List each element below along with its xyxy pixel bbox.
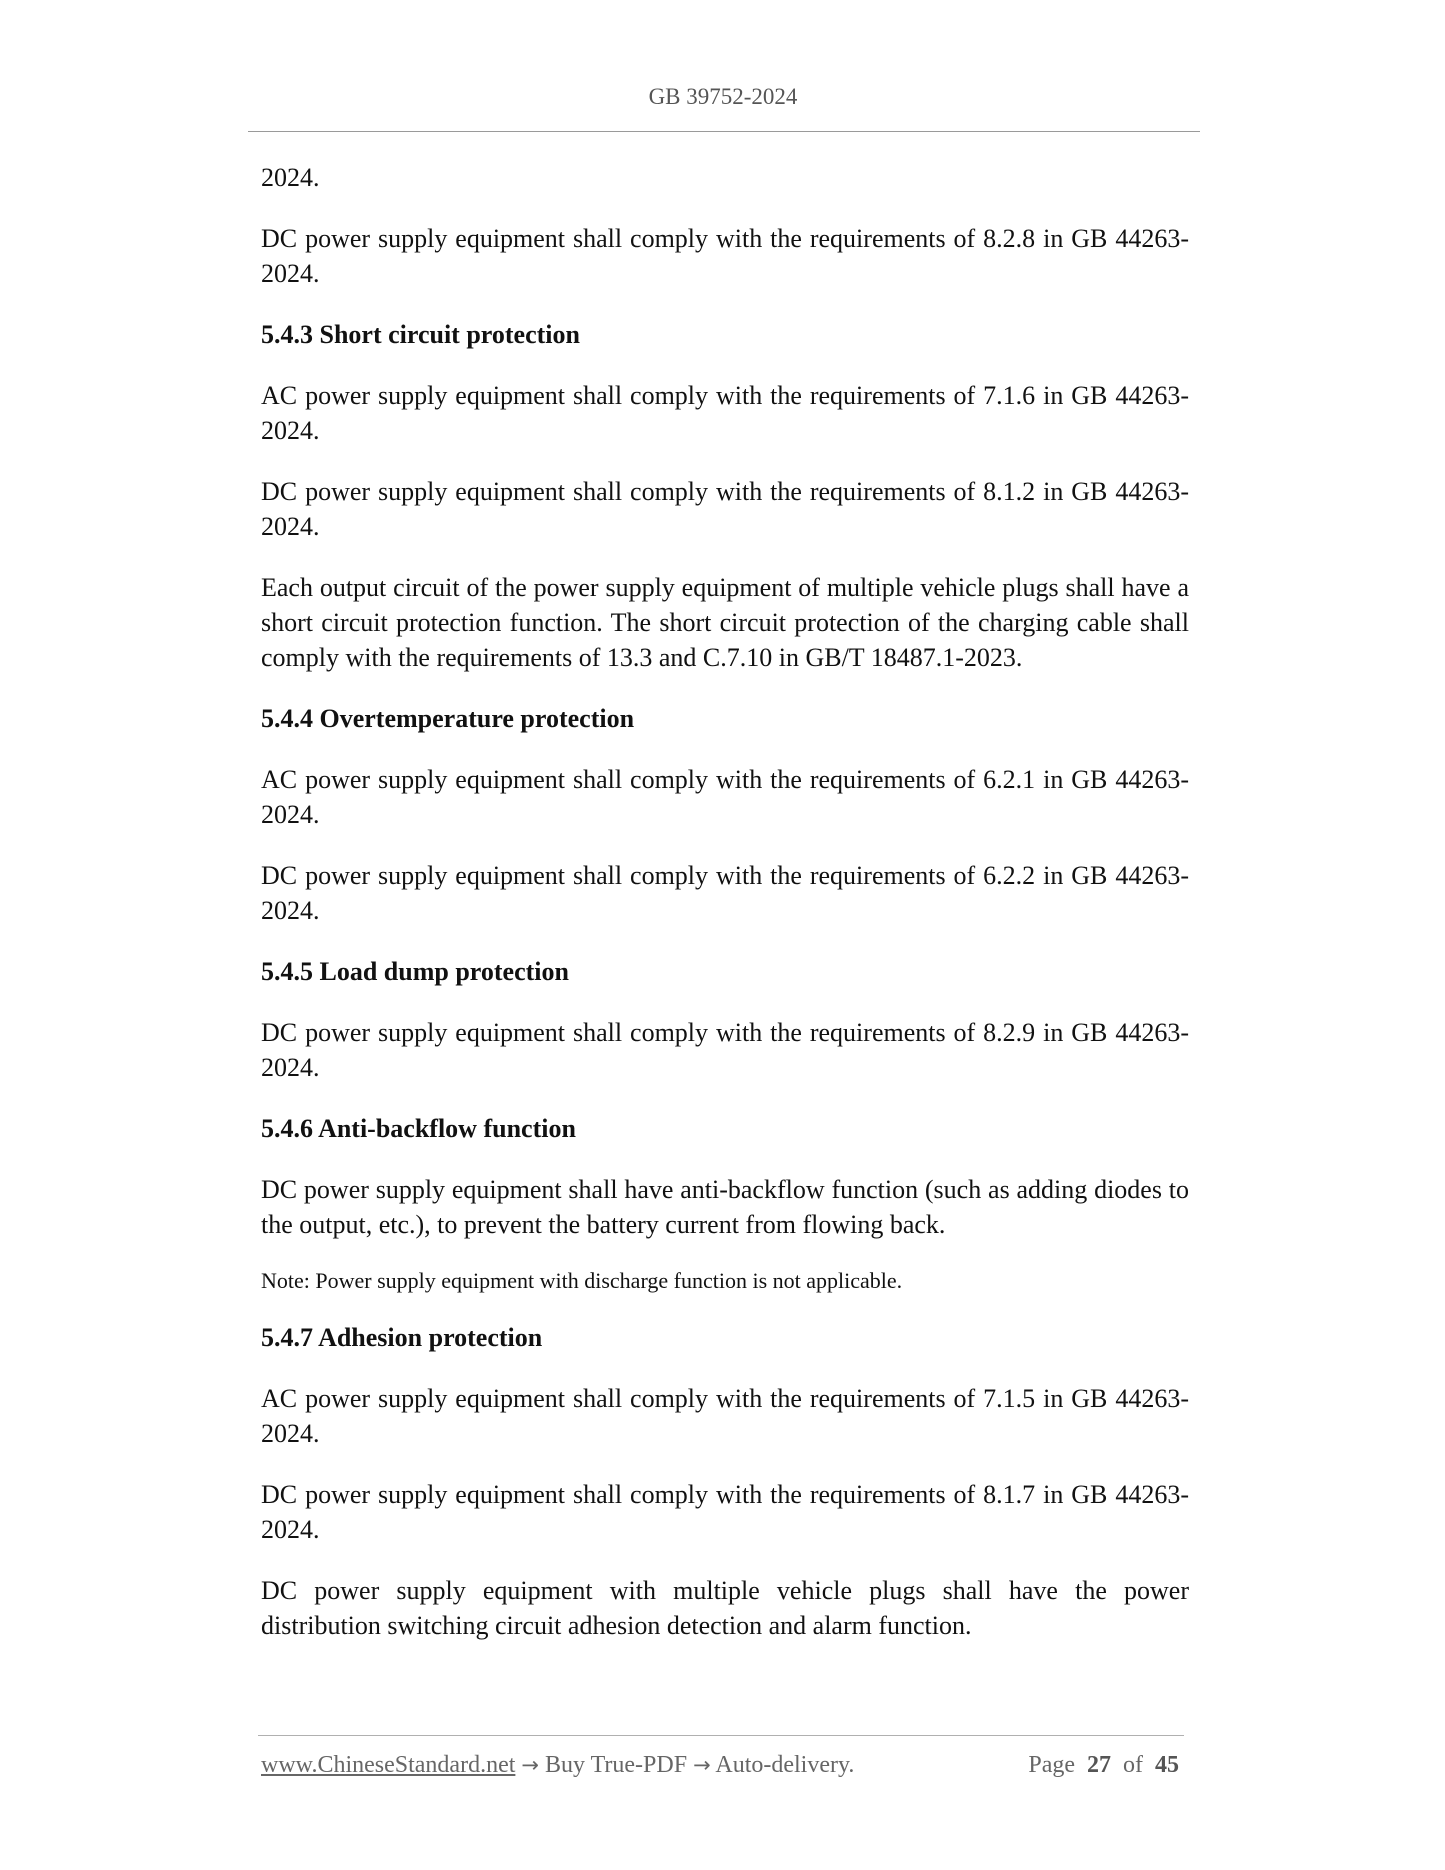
paragraph-dc-6-2-2: DC power supply equipment shall comply with the requirements of 6.2.2 in GB 44263-2024.: [261, 861, 1189, 925]
buy-true-pdf-text: Buy True-PDF: [545, 1752, 688, 1778]
paragraph-dc-8-1-2: DC power supply equipment shall comply with the requirements of 8.1.2 in GB 44263-2024.: [261, 477, 1189, 541]
note-discharge: Note: Power supply equipment with discharge function is not applicable.: [261, 1268, 903, 1293]
paragraph-continuation: 2024.: [261, 163, 320, 192]
page-footer: [261, 1752, 1181, 1779]
of-label: of: [1123, 1752, 1143, 1778]
footer-divider: [258, 1735, 1184, 1736]
total-pages: 45: [1155, 1752, 1179, 1778]
page-number: [1028, 1752, 1179, 1779]
site-link[interactable]: www.ChineseStandard.net: [261, 1752, 516, 1778]
paragraph-dc-8-2-9: DC power supply equipment shall comply with the requirements of 8.2.9 in GB 44263-2024.: [261, 1018, 1189, 1082]
auto-delivery-text: Auto-delivery.: [715, 1752, 855, 1778]
paragraph-ac-6-2-1: AC power supply equipment shall comply with the requirements of 6.2.1 in GB 44263-2024.: [261, 765, 1189, 829]
header-divider: [248, 131, 1200, 132]
current-page: 27: [1087, 1752, 1111, 1778]
paragraph-ac-7-1-5: AC power supply equipment shall comply with the requirements of 7.1.5 in GB 44263-2024.: [261, 1384, 1189, 1448]
paragraph-anti-backflow: DC power supply equipment shall have anti-backflow function (such as adding diodes to the output, etc.), to prevent the battery current from flowing back.: [261, 1175, 1189, 1239]
document-body: [261, 160, 1189, 1669]
heading-5-4-5: 5.4.5 Load dump protection: [261, 957, 569, 986]
paragraph-ac-7-1-6: AC power supply equipment shall comply with the requirements of 7.1.6 in GB 44263-2024.: [261, 381, 1189, 445]
arrow-right-icon: →: [693, 1753, 711, 1777]
paragraph-adhesion-alarm: DC power supply equipment with multiple vehicle plugs shall have the power distribution switching circuit adhesion detection and alarm function.: [261, 1576, 1189, 1640]
arrow-right-icon: →: [521, 1753, 539, 1777]
paragraph-multiple-plugs-short-circuit: Each output circuit of the power supply equipment of multiple vehicle plugs shall have a short circuit protection function. The short circuit protection of the charging cable shall comply with the requirements of 13.3 and C.7.10 in GB/T 18487.1-2023.: [261, 573, 1189, 672]
heading-5-4-6: 5.4.6 Anti-backflow function: [261, 1114, 576, 1143]
heading-5-4-4: 5.4.4 Overtemperature protection: [261, 704, 635, 733]
page-label: Page: [1028, 1752, 1075, 1778]
heading-5-4-3: 5.4.3 Short circuit protection: [261, 320, 580, 349]
heading-5-4-7: 5.4.7 Adhesion protection: [261, 1323, 543, 1352]
page-header-title: GB 39752-2024: [648, 84, 798, 109]
paragraph-dc-8-2-8: DC power supply equipment shall comply with the requirements of 8.2.8 in GB 44263-2024.: [261, 224, 1189, 288]
paragraph-dc-8-1-7: DC power supply equipment shall comply with the requirements of 8.1.7 in GB 44263-2024.: [261, 1480, 1189, 1544]
